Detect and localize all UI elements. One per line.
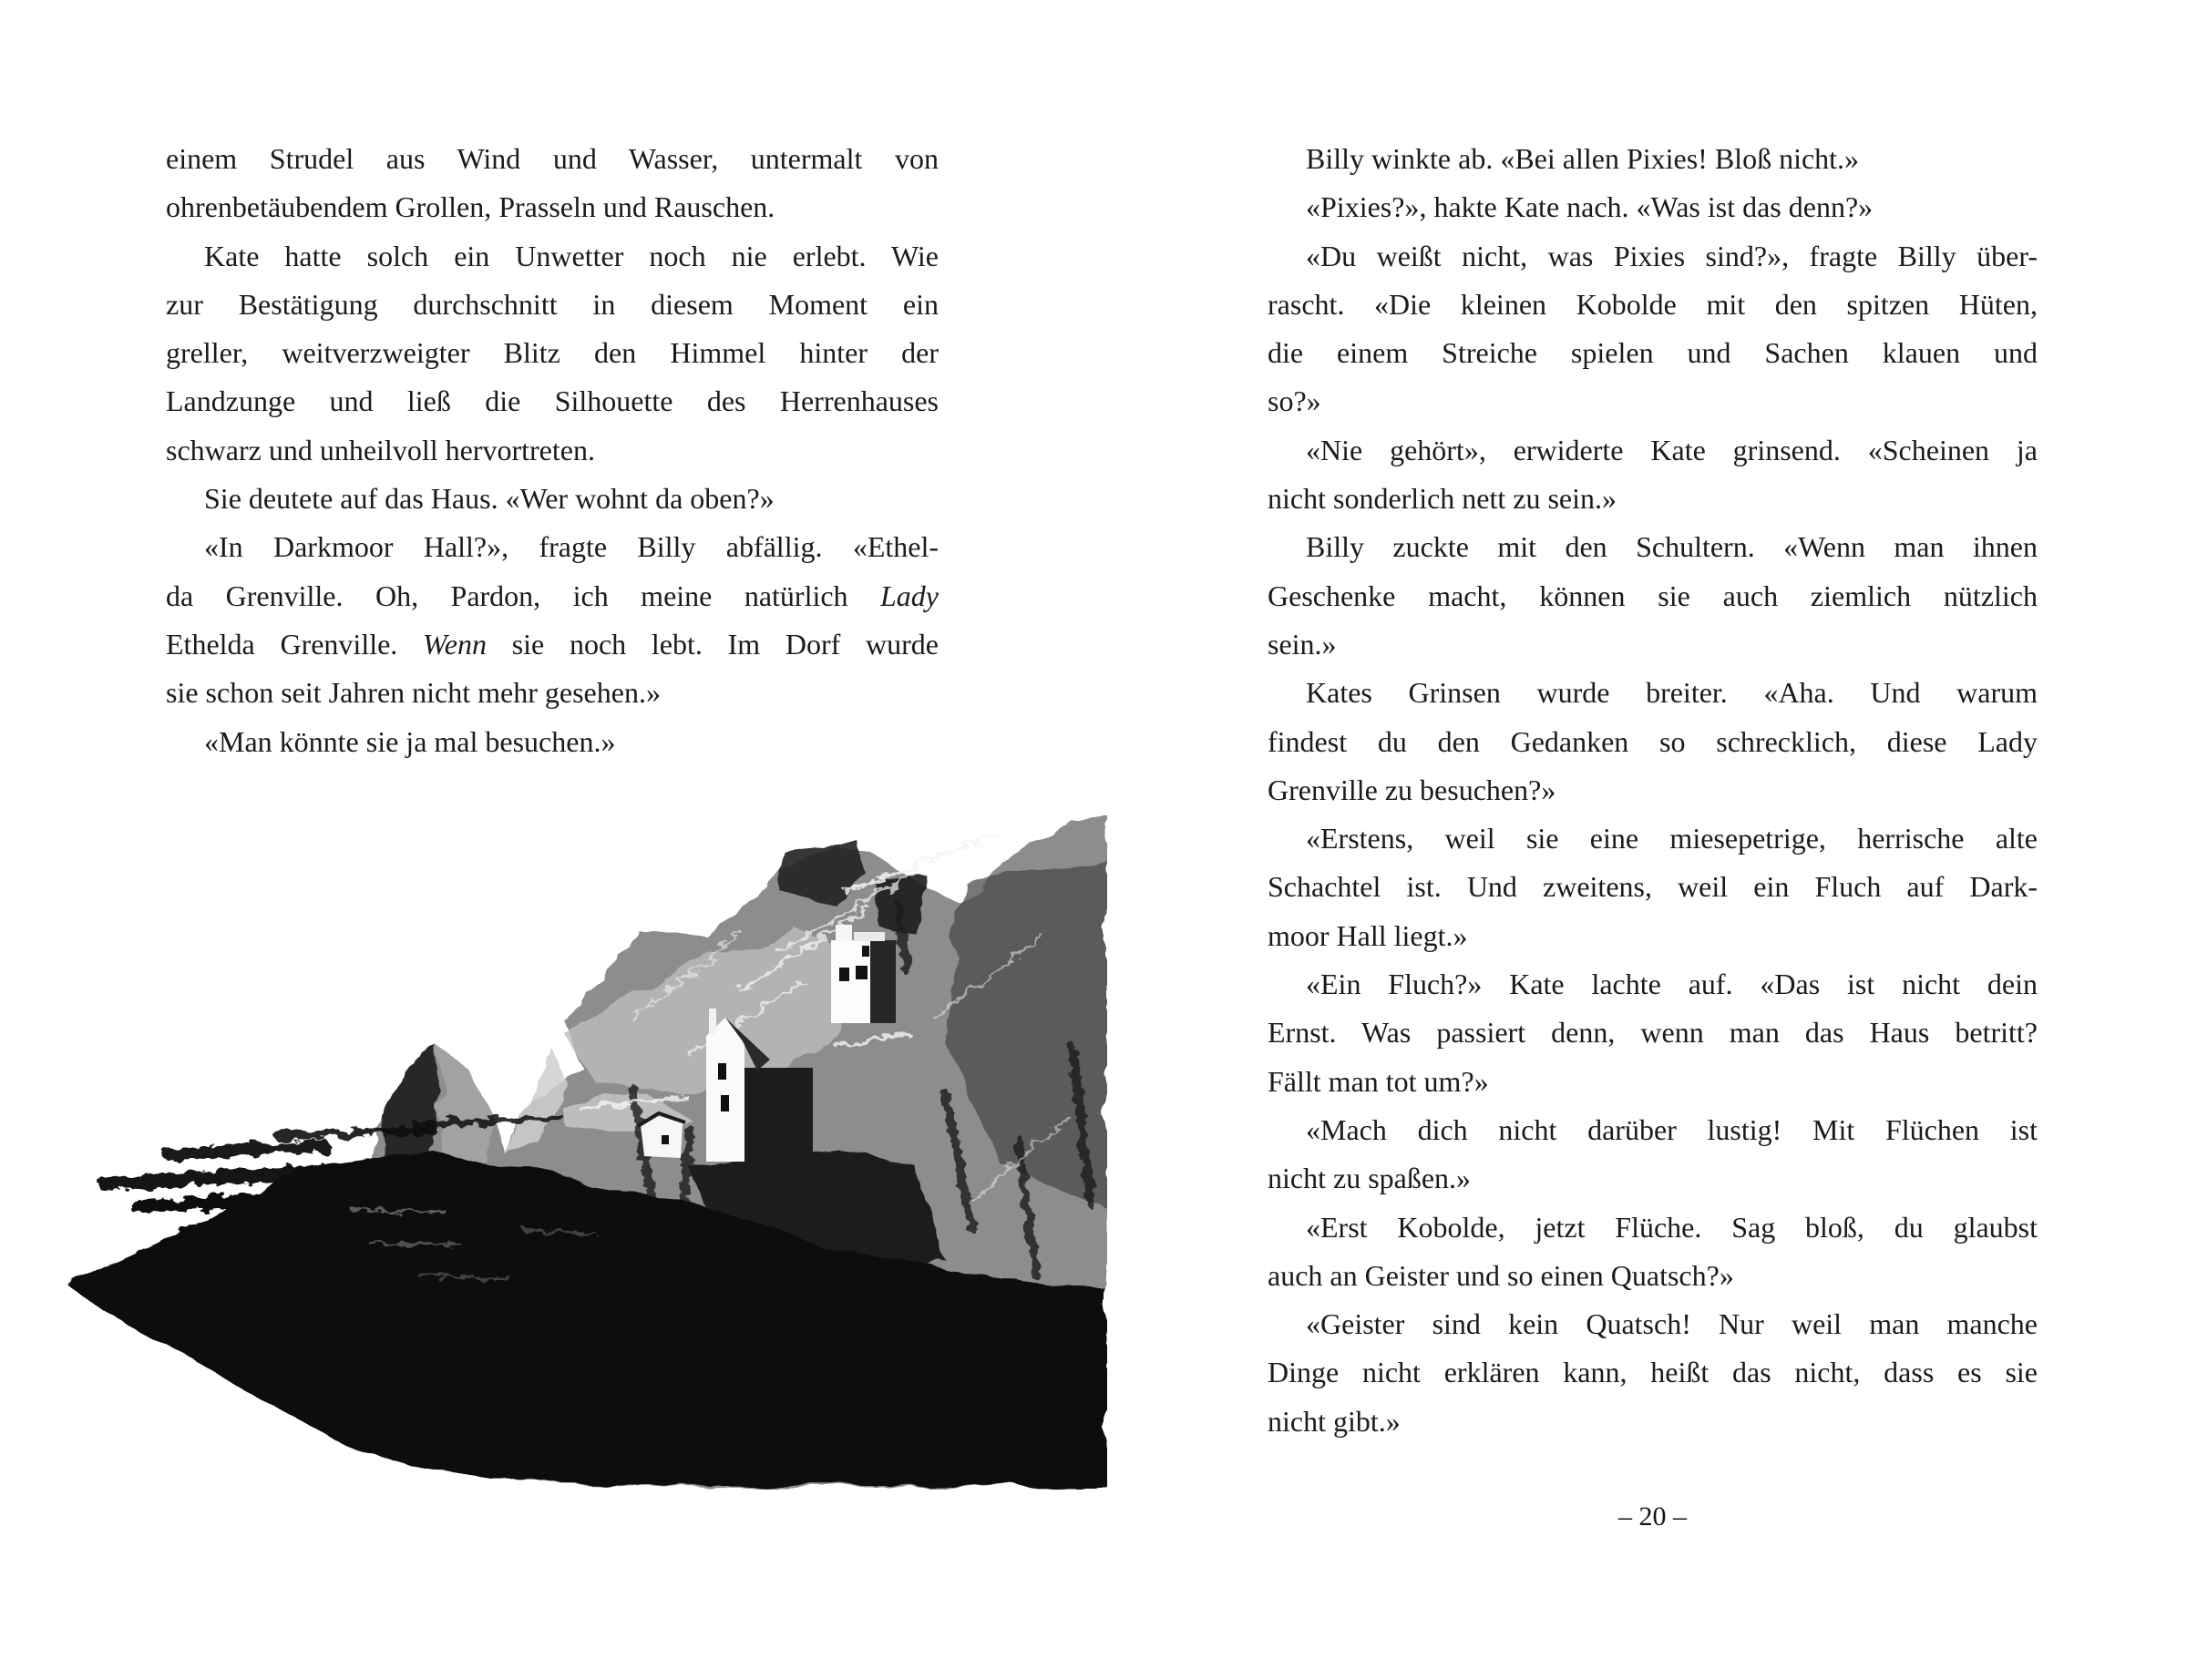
text-line: Billy zuckte mit den Schultern. «Wenn man ihnen	[1306, 530, 2038, 564]
text-line: «Erst Kobolde, jetzt Flüche. Sag bloß, du glaubst	[1306, 1210, 2038, 1244]
text-line: «Erstens, weil sie eine miesepetrige, herrische alte	[1306, 822, 2038, 855]
paragraph	[166, 523, 939, 717]
paragraph	[1268, 1106, 2038, 1204]
text-line: «In Darkmoor Hall?», fragte Billy abfällig. «Ethel-	[204, 530, 939, 564]
text-line: Kates Grinsen wurde breiter. «Aha. Und warum	[1306, 676, 2038, 710]
paragraph	[1268, 960, 2038, 1106]
text-line: moor Hall liegt.»	[1268, 918, 1468, 952]
text-line: «Man könnte sie ja mal besuchen.»	[204, 724, 616, 758]
text-line: «Du weißt nicht, was Pixies sind?», fragte Billy über-	[1306, 239, 2038, 272]
text-line: Geschenke macht, können sie auch ziemlich nützlich	[1268, 579, 2038, 612]
paragraph	[1268, 1204, 2038, 1301]
text-line: «Ein Fluch?» Kate lachte auf. «Das ist nicht dein	[1306, 968, 2038, 1001]
text-line: «Mach dich nicht darüber lustig! Mit Flüchen ist	[1306, 1112, 2038, 1146]
text-line: Grenville zu besuchen?»	[1268, 773, 1556, 806]
text-line: «Geister sind kein Quatsch! Nur weil man manche	[1306, 1307, 2038, 1341]
text-line: Fällt man tot um?»	[1268, 1064, 1489, 1098]
text-line: sein.»	[1268, 627, 1337, 661]
paragraph	[166, 718, 939, 766]
paragraph	[166, 475, 939, 523]
text-line: sie schon seit Jahren nicht mehr gesehen.»	[166, 676, 661, 710]
paragraph	[166, 135, 939, 232]
cliff-illustration	[50, 815, 1107, 1490]
text-line: Sie deutete auf das Haus. «Wer wohnt da oben?»	[204, 482, 775, 516]
text-line: die einem Streiche spielen und Sachen klauen und	[1268, 336, 2038, 370]
text-line: Ethelda Grenville. Wenn sie noch lebt. Im Dorf wurde	[166, 627, 939, 661]
text-line: «Nie gehört», erwiderte Kate grinsend. «Scheinen ja	[1306, 433, 2038, 466]
text-line: schwarz und unheilvoll hervortreten.	[166, 433, 595, 466]
right-page-text	[1268, 135, 2038, 1446]
text-line: rascht. «Die kleinen Kobolde mit den spitzen Hüten,	[1268, 287, 2038, 321]
left-page-text	[166, 135, 939, 766]
paragraph	[1268, 669, 2038, 814]
text-line: auch an Geister und so einen Quatsch?»	[1268, 1258, 1734, 1292]
text-line: Schachtel ist. Und zweitens, weil ein Fluch auf Dark-	[1268, 870, 2038, 904]
text-line: so?»	[1268, 384, 1321, 418]
text-line: «Pixies?», hakte Kate nach. «Was ist das denn?»	[1306, 190, 1874, 224]
page-number: – 20 –	[1618, 1501, 1687, 1531]
paragraph	[1268, 232, 2038, 426]
small-hut	[638, 1113, 685, 1158]
paragraph	[1268, 135, 2038, 183]
text-line: greller, weitverzweigter Blitz den Himmel hinter der	[166, 336, 939, 370]
text-line: ohrenbetäubendem Grollen, Prasseln und Rauschen.	[166, 190, 775, 224]
text-line: Billy winkte ab. «Bei allen Pixies! Bloß nicht.»	[1306, 142, 1860, 175]
paragraph	[1268, 814, 2038, 960]
paragraph	[166, 232, 939, 475]
text-line: findest du den Gedanken so schrecklich, diese Lady	[1268, 724, 2038, 758]
text-line: Kate hatte solch ein Unwetter noch nie erlebt. Wie	[204, 239, 939, 272]
paragraph	[1268, 426, 2038, 524]
text-line: einem Strudel aus Wind und Wasser, untermalt von	[166, 142, 939, 175]
paragraph	[1268, 1300, 2038, 1446]
text-line: nicht zu spaßen.»	[1268, 1162, 1472, 1195]
text-line: nicht sonderlich nett zu sein.»	[1268, 482, 1617, 516]
text-line: Ernst. Was passiert denn, wenn man das Haus betritt?	[1268, 1016, 2038, 1050]
paragraph	[1268, 183, 2038, 231]
text-line: nicht gibt.»	[1268, 1404, 1401, 1438]
paragraph	[1268, 523, 2038, 669]
text-line: Dinge nicht erklären kann, heißt das nicht, dass es sie	[1268, 1356, 2038, 1389]
text-line: da Grenville. Oh, Pardon, ich meine natürlich Lady	[166, 579, 939, 612]
text-line: Landzunge und ließ die Silhouette des Herrenhauses	[166, 384, 939, 418]
text-line: zur Bestätigung durchschnitt in diesem Moment ein	[166, 287, 939, 321]
